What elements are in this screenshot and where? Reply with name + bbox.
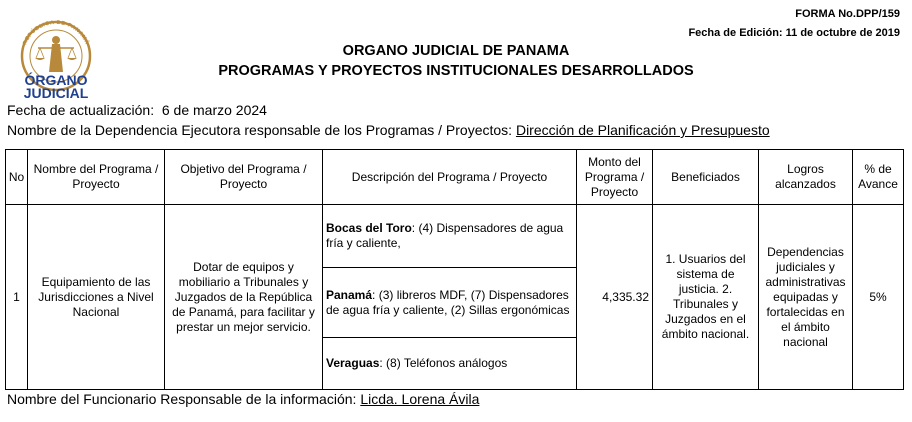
- page-subtitle: PROGRAMAS Y PROYECTOS INSTITUCIONALES DESARROLLADOS: [218, 63, 694, 79]
- cell-avance: 5%: [853, 205, 904, 390]
- fecha-edicion: [688, 27, 900, 39]
- table-header-row: [6, 150, 904, 205]
- header-beneficiados: Beneficiados: [653, 150, 759, 205]
- cell-objetivo: Dotar de equipos y mobiliario a Tribunales y Juzgados de la República de Panamá, para facilitar y prestar un mejor servicio.: [165, 205, 323, 390]
- header-nombre: Nombre del Programa / Proyecto: [28, 150, 165, 205]
- cell-no: 1: [6, 205, 28, 390]
- cell-desc-bocas: [323, 205, 577, 268]
- funcionario-label: Nombre del Funcionario Responsable de la información:: [7, 391, 357, 407]
- svg-text:ÓRGANO: ÓRGANO: [24, 72, 88, 88]
- funcionario-line: [7, 391, 479, 407]
- fecha-edicion-label: Fecha de Edición:: [688, 27, 783, 39]
- desc-veraguas-label: Veraguas: [326, 356, 380, 370]
- table-row: [6, 205, 904, 268]
- page-title: ORGANO JUDICIAL DE PANAMA: [342, 43, 570, 59]
- header-logros: Logros alcanzados: [759, 150, 853, 205]
- cell-desc-veraguas: [323, 338, 577, 390]
- desc-panama-label: Panamá: [326, 287, 373, 302]
- desc-bocas-text: : (4) Dispensadores de agua fría y caliente,: [326, 221, 564, 250]
- forma-number: FORMA No.DPP/159: [795, 8, 900, 20]
- header-avance: % de Avance: [853, 150, 904, 205]
- dependencia-label: Nombre de la Dependencia Ejecutora responsable de los Programas / Proyectos:: [7, 122, 513, 138]
- header-objetivo: Objetivo del Programa / Proyecto: [165, 150, 323, 205]
- header-monto: Monto del Programa / Proyecto: [577, 150, 653, 205]
- desc-bocas-label: Bocas del Toro: [326, 221, 412, 235]
- cell-beneficiados: 1. Usuarios del sistema de justicia. 2. Tribunales y Juzgados en el ámbito nacional.: [653, 205, 759, 390]
- svg-text:REPÚBLICA DE PANAMÁ: REPÚBLICA DE PANAMÁ: [22, 19, 90, 46]
- desc-veraguas-text: : (8) Teléfonos análogos: [379, 356, 508, 370]
- cell-monto: 4,335.32: [577, 205, 653, 390]
- cell-logros: Dependencias judiciales y administrativas equipadas y fortalecidas en el ámbito nacional: [759, 205, 853, 390]
- fecha-actualizacion: [7, 102, 267, 118]
- fecha-actualizacion-value: 6 de marzo 2024: [161, 102, 267, 118]
- cell-nombre: Equipamiento de las Jurisdicciones a Nivel Nacional: [28, 205, 165, 390]
- header-descripcion: Descripción del Programa / Proyecto: [323, 150, 577, 205]
- cell-desc-panama: [323, 268, 577, 338]
- header-no: No: [6, 150, 28, 205]
- programs-table: [5, 149, 904, 390]
- svg-text:JUDICIAL: JUDICIAL: [23, 85, 89, 101]
- dependencia-line: [7, 122, 770, 138]
- funcionario-value: Licda. Lorena Ávila: [360, 391, 480, 407]
- fecha-actualizacion-label: Fecha de actualización:: [7, 102, 155, 118]
- dependencia-value: Dirección de Planificación y Presupuesto: [515, 122, 770, 138]
- desc-panama-text: : (3) libreros MDF, (7) Dispensadores de agua fría y caliente, (2) Sillas ergonómicas: [326, 287, 570, 317]
- fecha-edicion-value: 11 de octubre de 2019: [785, 27, 900, 39]
